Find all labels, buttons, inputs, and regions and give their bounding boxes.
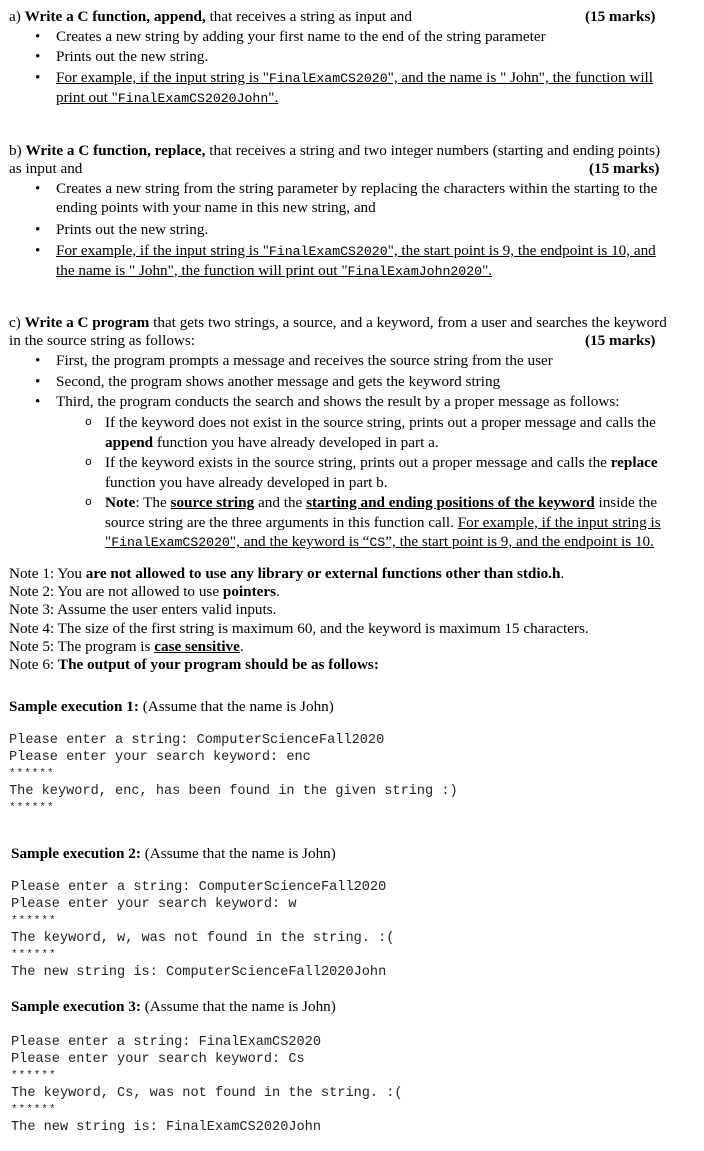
sample-1-output: Please enter a string: ComputerScienceFall2020 Please enter your search keyword: enc ****** The keyword, enc, has been found in the given string :) ****** bbox=[9, 733, 458, 814]
note-2: Note 2: You are not allowed to use pointers. bbox=[9, 583, 280, 600]
note-1: Note 1: You are not allowed to use any library or external functions other than stdio.h. bbox=[9, 565, 565, 582]
part-a-marks: (15 marks) bbox=[585, 8, 656, 25]
part-c-marks: (15 marks) bbox=[585, 332, 656, 349]
part-c-heading: c) Write a C program that gets two strings, a source, and a keyword, from a user and searches the keyword bbox=[9, 314, 667, 331]
part-c-heading-line2: in the source string as follows: bbox=[9, 332, 196, 349]
note-4: Note 4: The size of the first string is maximum 60, and the keyword is maximum 15 characters. bbox=[9, 620, 589, 637]
note-3: Note 3: Assume the user enters valid inputs. bbox=[9, 601, 277, 618]
sample-1-heading: Sample execution 1: (Assume that the name is John) bbox=[9, 698, 334, 715]
note-5: Note 5: The program is case sensitive. bbox=[9, 638, 244, 655]
part-a-heading: a) Write a C function, append, that receives a string as input and bbox=[9, 8, 412, 25]
note-6: Note 6: The output of your program should be as follows: bbox=[9, 656, 379, 673]
sample-2-heading: Sample execution 2: (Assume that the name is John) bbox=[11, 845, 336, 862]
sample-2-output: Please enter a string: ComputerScienceFall2020 Please enter your search keyword: w ****** The keyword, w, was not found in the string. :( ****** The new string is: ComputerScienceFall2020John bbox=[11, 880, 395, 980]
part-b-heading: b) Write a C function, replace, that receives a string and two integer numbers (starting and ending points) bbox=[9, 142, 661, 159]
part-c-title: Write a C program bbox=[24, 314, 150, 331]
part-b-heading-line2: as input and bbox=[9, 160, 83, 177]
part-b-marks: (15 marks) bbox=[589, 160, 660, 177]
part-a-title: Write a C function, append, bbox=[24, 8, 206, 25]
sample-3-output: Please enter a string: FinalExamCS2020 Please enter your search keyword: Cs ****** The keyword, Cs, was not found in the string. :( ****** The new string is: FinalExamCS2020John bbox=[11, 1035, 403, 1135]
sample-3-heading: Sample execution 3: (Assume that the name is John) bbox=[11, 998, 336, 1015]
part-b-title: Write a C function, replace, bbox=[25, 142, 206, 159]
